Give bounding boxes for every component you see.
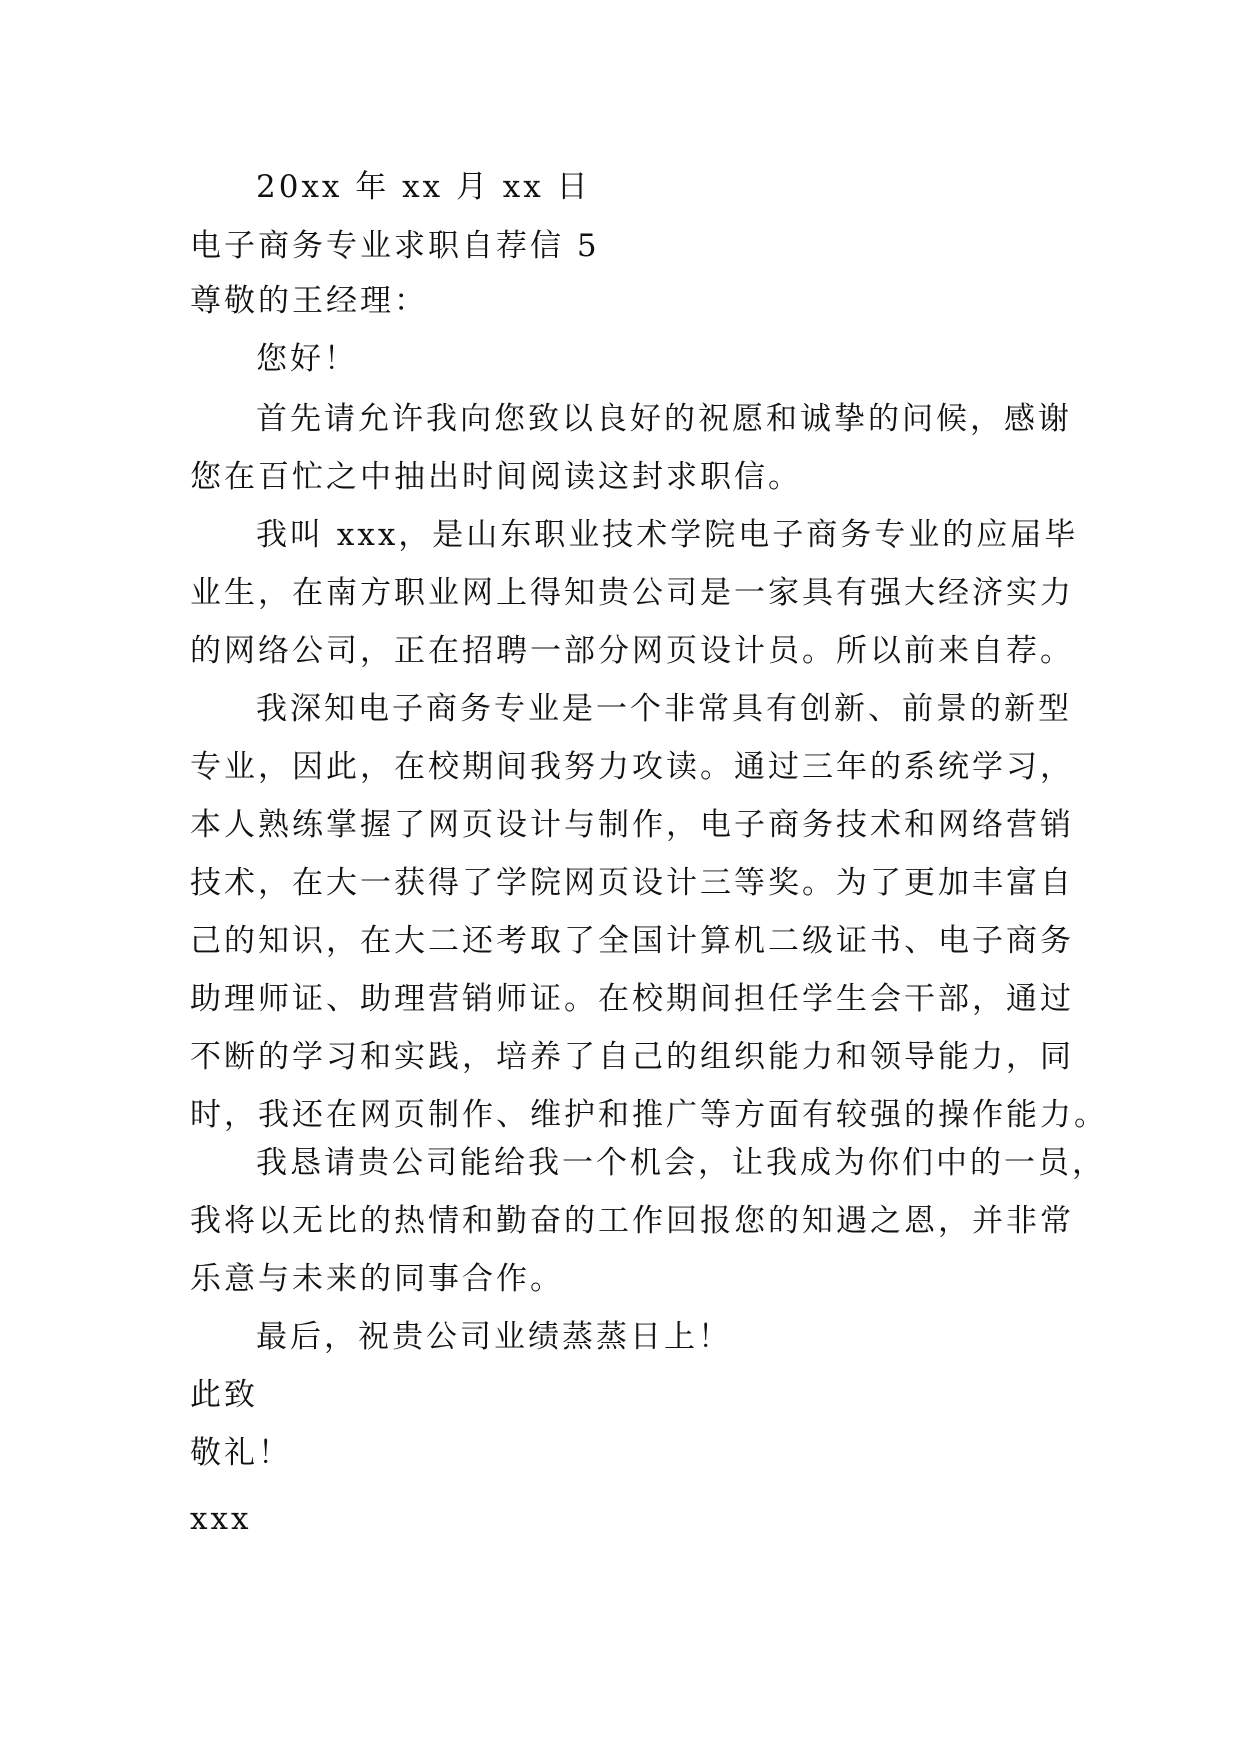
paragraph-line: 本人熟练掌握了网页设计与制作，电子商务技术和网络营销 [190,807,1074,843]
paragraph-line: 专业，因此，在校期间我努力攻读。通过三年的系统学习， [190,749,1074,785]
letter-date: 20xx 年 xx 月 xx 日 [256,169,591,205]
paragraph-line: 的网络公司，正在招聘一部分网页设计员。所以前来自荐。 [190,633,1074,669]
paragraph-line: 最后，祝贵公司业绩蒸蒸日上！ [256,1319,732,1355]
paragraph-line: 我叫 xxx，是山东职业技术学院电子商务专业的应届毕 [256,517,1079,553]
paragraph-line: 您在百忙之中抽出时间阅读这封求职信。 [190,459,802,495]
closing-line-1: 此致 [190,1377,258,1413]
paragraph-line: 己的知识，在大二还考取了全国计算机二级证书、电子商务 [190,923,1074,959]
paragraph-line: 我恳请贵公司能给我一个机会，让我成为你们中的一员， [256,1145,1106,1181]
salutation: 尊敬的王经理： [190,283,428,319]
paragraph-1 [190,390,1070,506]
closing-line-2: 敬礼！ [190,1435,292,1471]
paragraph-line: 我深知电子商务专业是一个非常具有创新、前景的新型 [256,691,1072,727]
paragraph-line: 首先请允许我向您致以良好的祝愿和诚挚的问候，感谢 [256,401,1072,437]
greeting: 您好！ [256,341,358,377]
paragraph-line: 业生，在南方职业网上得知贵公司是一家具有强大经济实力 [190,575,1074,611]
letter-title: 电子商务专业求职自荐信 5 [190,228,600,264]
paragraph-line: 技术，在大一获得了学院网页设计三等奖。为了更加丰富自 [190,865,1074,901]
paragraph-5 [190,1308,1070,1366]
paragraph-2 [190,506,1079,680]
paragraph-4 [190,1134,1106,1308]
paragraph-line: 不断的学习和实践，培养了自己的组织能力和领导能力，同 [190,1039,1074,1075]
paragraph-line: 我将以无比的热情和勤奋的工作回报您的知遇之恩，并非常 [190,1203,1074,1239]
paragraph-line: 时，我还在网页制作、维护和推广等方面有较强的操作能力。 [190,1097,1108,1133]
paragraph-line: 助理师证、助理营销师证。在校期间担任学生会干部，通过 [190,981,1074,1017]
signature: xxx [190,1501,252,1537]
paragraph-line: 乐意与未来的同事合作。 [190,1261,564,1297]
paragraph-3 [190,680,1108,1144]
